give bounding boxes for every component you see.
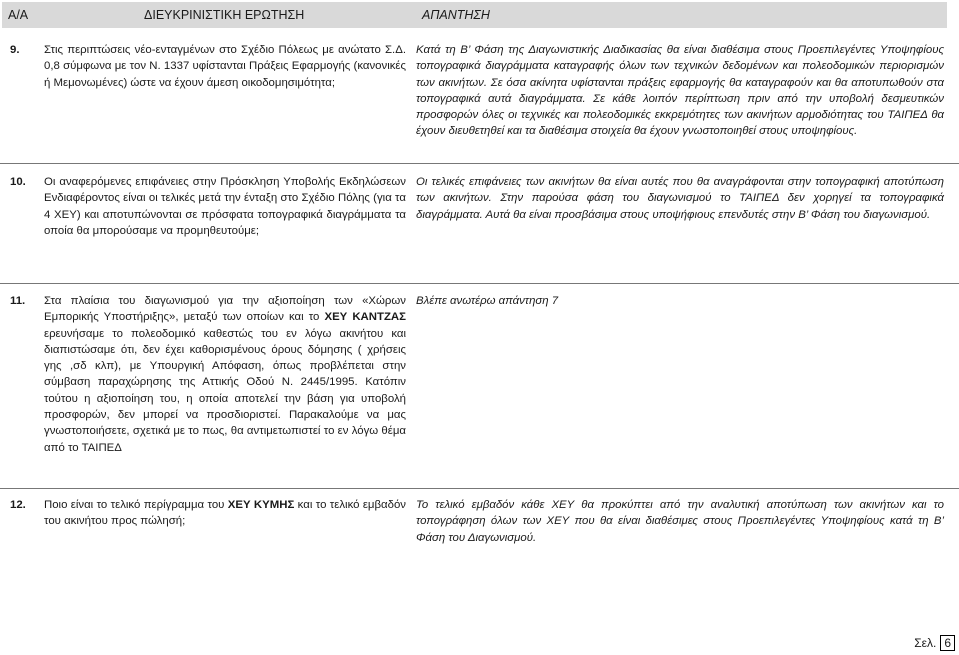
row-number: 10. xyxy=(10,176,26,188)
row-number: 9. xyxy=(10,44,20,56)
row-divider xyxy=(0,283,959,284)
header-num: Α/Α xyxy=(8,8,29,22)
question-cell: Στις περιπτώσεις νέο-ενταγμένων στο Σχέδιο Πόλεως με ανώτατο Σ.Δ. 0,8 σύμφωνα με τον Ν. 1337 υφίστανται Πράξεις Εφαρμογής (κανονικές ή Μεμονωμένες) ώστε να έχουν άμεση οικοδομησιμότητα; xyxy=(44,44,406,89)
table-header xyxy=(2,2,947,28)
row-number: 12. xyxy=(10,499,26,511)
property-name: ΧΕΥ ΚΥΜΗΣ xyxy=(227,499,295,511)
header-question: ΔΙΕΥΚΡΙΝΙΣΤΙΚΗ ΕΡΩΤΗΣΗ xyxy=(144,8,305,22)
row-number: 11. xyxy=(10,295,26,307)
page-footer xyxy=(914,635,955,651)
question-cell: Στα πλαίσια του διαγωνισμού για την αξιοποίηση των «Χώρων Εμπορικής Υποστήριξης», μεταξύ των οποίων και το ΧΕΥ ΚΑΝΤΖΑΣ ερευνήσαμε το πολεοδομικό καθεστώς του εν λόγω ακινήτου και διαπιστώσαμε ότι, δεν έχει καθορισμένους όρους δόμησης ( χρήσεις γης ,σδ κλπ), με Υπουργική Απόφαση, όπως προβλέπεται στην σύμβαση παραχώρησης της Αττικής Οδού Ν. 2445/1995. Κατόπιν τούτου η αξιοποίηση του, η οποία αποτελεί την βάση για υποβολή προσφορών, δεν μπορεί να προσδιοριστεί. Παρακαλούμε να μας γνωστοποιήσετε, σχετικά με το πως, θα αντιμετωπιστεί το εν λόγω θέμα από το ΤΑΙΠΕΔ xyxy=(44,295,406,454)
row-divider xyxy=(0,488,959,489)
answer-cell: Κατά τη Β’ Φάση της Διαγωνιστικής Διαδικασίας θα είναι διαθέσιμα στους Προεπιλεγέντες Υποψηφίους τοπογραφικά διαγράμματα καταγραφής όλων των τεχνικών δεδομένων και πολεοδομικών περιορισμών των ακινήτων. Σε όσα ακίνητα υφίστανται πράξεις εφαρμογής θα καταγραφούν και θα αποτυπωθούν στα τοπογραφικά αυτά διαγράμματα. Σε κάθε λοιπόν περίπτωση πριν από την υποβολή δεσμευτικών προσφορών όλες οι τεχνικές και πολεοδομικές εκκρεμότητες των ακινήτων αρμοδιότητας του ΤΑΙΠΕΔ θα έχουν διευθετηθεί και τα διαθέσιμα στοιχεία θα έχουν γνωστοποιηθεί στους υποψηφίους. xyxy=(416,44,944,138)
page-label: Σελ. xyxy=(914,636,937,650)
page-number: 6 xyxy=(940,635,955,651)
answer-cell: Βλέπε ανωτέρω απάντηση 7 xyxy=(416,295,559,307)
header-answer: ΑΠΑΝΤΗΣΗ xyxy=(422,8,490,22)
answer-cell: Το τελικό εμβαδόν κάθε ΧΕΥ θα προκύπτει από την αναλυτική αποτύπωση των ακινήτων και το τοπογράφηση όλων των ΧΕΥ που θα είναι διαθέσιμες στους Προεπιλεγέντες Υποψηφίους κατά τη Β’ Φάση του Διαγωνισμού. xyxy=(416,499,944,544)
question-cell: Ποιο είναι το τελικό περίγραμμα του ΧΕΥ ΚΥΜΗΣ και το τελικό εμβαδόν του ακινήτου προς πώλησή; xyxy=(44,499,406,528)
question-cell: Οι αναφερόμενες επιφάνειες στην Πρόσκληση Υποβολής Εκδηλώσεων Ενδιαφέροντος είναι οι τελικές μετά την ένταξη στο Σχέδιο Πόλης (για τα 4 ΧΕΥ) και αποτυπώνονται σε πρόσφατα τοπογραφικά διαγράμματα τα οποία θα μπορούσαμε να προμηθευτούμε; xyxy=(44,176,406,237)
row-divider xyxy=(0,163,959,164)
property-name: ΧΕΥ ΚΑΝΤΖΑΣ xyxy=(324,311,406,324)
answer-cell: Οι τελικές επιφάνειες των ακινήτων θα είναι αυτές που θα αναγράφονται στην τοπογραφική αποτύπωση των ακινήτων. Στην παρούσα φάση του διαγωνισμού το ΤΑΙΠΕΔ δεν χορηγεί τα τοπογραφικά διαγράμματα. Αυτά θα είναι προσβάσιμα στους υποψήφιους επενδυτές στην Β’ Φάση του διαγωνισμού. xyxy=(416,176,944,221)
